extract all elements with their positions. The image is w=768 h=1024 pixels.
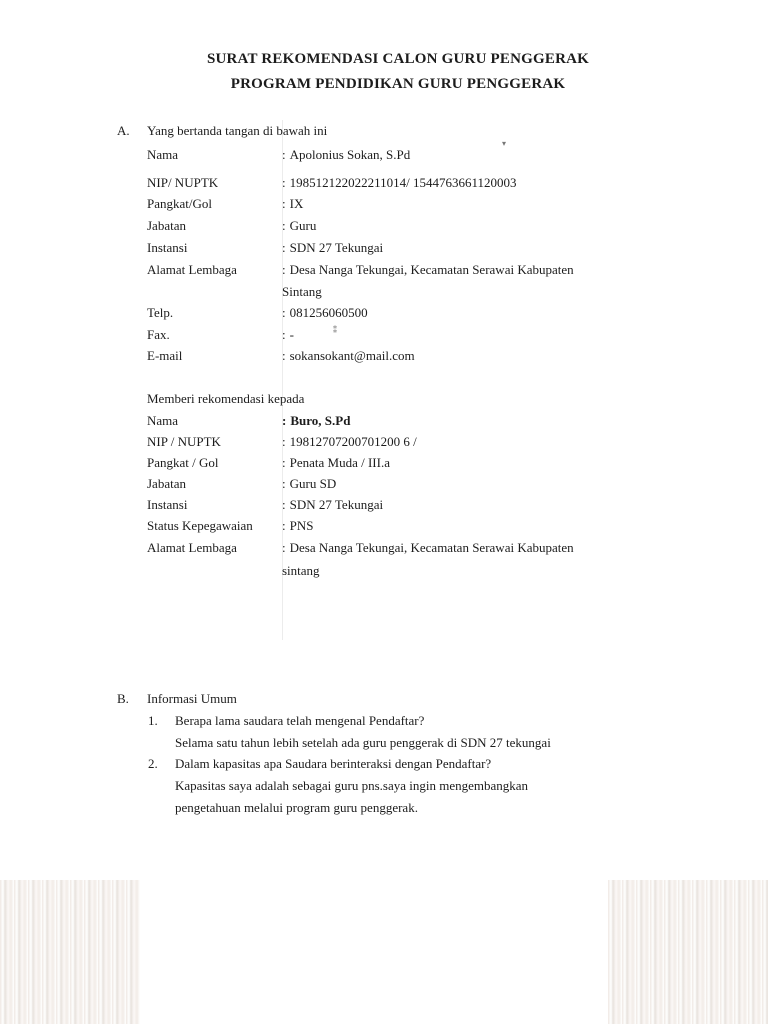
document-title: SURAT REKOMENDASI CALON GURU PENGGERAK [206, 51, 590, 67]
field-label: Nama [147, 413, 179, 428]
field-label: Pangkat/Gol [147, 196, 212, 211]
field-label: Nama [147, 147, 179, 162]
field-value: Apolonius Sokan, S.Pd [289, 147, 411, 162]
signer-alamat-continued: Sintang [282, 284, 322, 299]
question-number: 1. [148, 713, 158, 728]
recommend-heading: Memberi rekomendasi kepada [147, 391, 305, 406]
scan-artifact-left [0, 880, 140, 1024]
field-value: 198512122022211014/ 1544763661120003 [289, 175, 517, 190]
field-value: Desa Nanga Tekungai, Kecamatan Serawai Kabupaten [289, 262, 574, 277]
section-a-heading: Yang bertanda tangan di bawah ini [147, 123, 328, 138]
answer-text: Selama satu tahun lebih setelah ada guru penggerak di SDN 27 tekungai [175, 735, 551, 750]
field-value: Penata Muda / III.a [289, 455, 390, 470]
field-label: Instansi [147, 497, 188, 512]
field-label: NIP/ NUPTK [147, 175, 219, 190]
field-value: Desa Nanga Tekungai, Kecamatan Serawai Kabupaten [289, 540, 574, 555]
field-label: Status Kepegawaian [147, 518, 253, 533]
field-value: 081256060500 [289, 305, 368, 320]
section-b-heading: Informasi Umum [147, 691, 237, 706]
field-value: Buro, S.Pd [290, 413, 351, 428]
scan-speck: ⁑ [333, 326, 337, 335]
answer-text: Kapasitas saya adalah sebagai guru pns.saya ingin mengembangkan [175, 778, 529, 793]
field-label: Pangkat / Gol [147, 455, 219, 470]
document-page: SURAT REKOMENDASI CALON GURU PENGGERAK PROGRAM PENDIDIKAN GURU PENGGERAK A. Yang bertanda tangan di bawah ini Nama : Apolonius Sokan, S.Pd NIP/ NUPTK : 198512122022211014/ 1544763661120003 Pangkat/Gol : IX Jabatan : Guru Instansi : SDN 27 Tekungai Alamat Lembaga : Desa Nanga Tekungai, Kecamatan Serawai Kabupaten Sintang Telp. : 081256060500 Fax. : - E-mail : sokansokant@mail.com Memberi rekomendasi kepada Nama : Buro, S.Pd NIP / NUPTK : 19812707200701200 6 / Pangkat / Gol : Penata Muda / III.a Jabatan : Guru SD Instansi : SDN 27 Tekungai Status Kepegawaian : PNS Alamat Lembaga : Desa Nanga Tekungai, Kecamatan Serawai Kabupaten sintang B. Informasi Umum 1. Berapa lama saudara telah mengenal Pendaftar? Selama satu tahun lebih setelah ada guru penggerak di SDN 27 tekungai 2. Dalam kapasitas apa Saudara berinteraksi dengan Pendaftar? Kapasitas saya adalah sebagai guru pns.saya ingin mengembangkan pengetahuan melalui program guru penggerak. ▾ ⁑ [0, 0, 768, 1024]
document-subtitle: PROGRAM PENDIDIKAN GURU PENGGERAK [230, 76, 566, 92]
field-label: Jabatan [147, 218, 186, 233]
section-a-letter: A. [117, 123, 130, 138]
field-label: Alamat Lembaga [147, 540, 237, 555]
question-text: Dalam kapasitas apa Saudara berinteraksi dengan Pendaftar? [175, 756, 492, 771]
field-label: Instansi [147, 240, 188, 255]
question-number: 2. [148, 756, 158, 771]
field-label: NIP / NUPTK [147, 434, 221, 449]
scan-speck: ▾ [502, 139, 507, 148]
field-value: IX [289, 196, 304, 211]
field-value: sokansokant@mail.com [289, 348, 415, 363]
field-label: E-mail [147, 348, 183, 363]
field-label: Jabatan [147, 476, 186, 491]
field-value: Guru SD [289, 476, 337, 491]
field-value: SDN 27 Tekungai [289, 497, 384, 512]
question-text: Berapa lama saudara telah mengenal Pendaftar? [175, 713, 425, 728]
field-label: Telp. [147, 305, 174, 320]
field-value: SDN 27 Tekungai [289, 240, 384, 255]
scan-artifact-right [608, 880, 768, 1024]
section-b-letter: B. [117, 691, 129, 706]
field-value: 19812707200701200 6 / [289, 434, 417, 449]
answer-text: pengetahuan melalui program guru penggerak. [175, 800, 418, 815]
field-value: Guru [289, 218, 317, 233]
field-value: - [289, 327, 294, 342]
field-label: Alamat Lembaga [147, 262, 237, 277]
field-value: PNS [289, 518, 314, 533]
field-label: Fax. [147, 327, 170, 342]
recommended-alamat-continued: sintang [282, 563, 320, 578]
